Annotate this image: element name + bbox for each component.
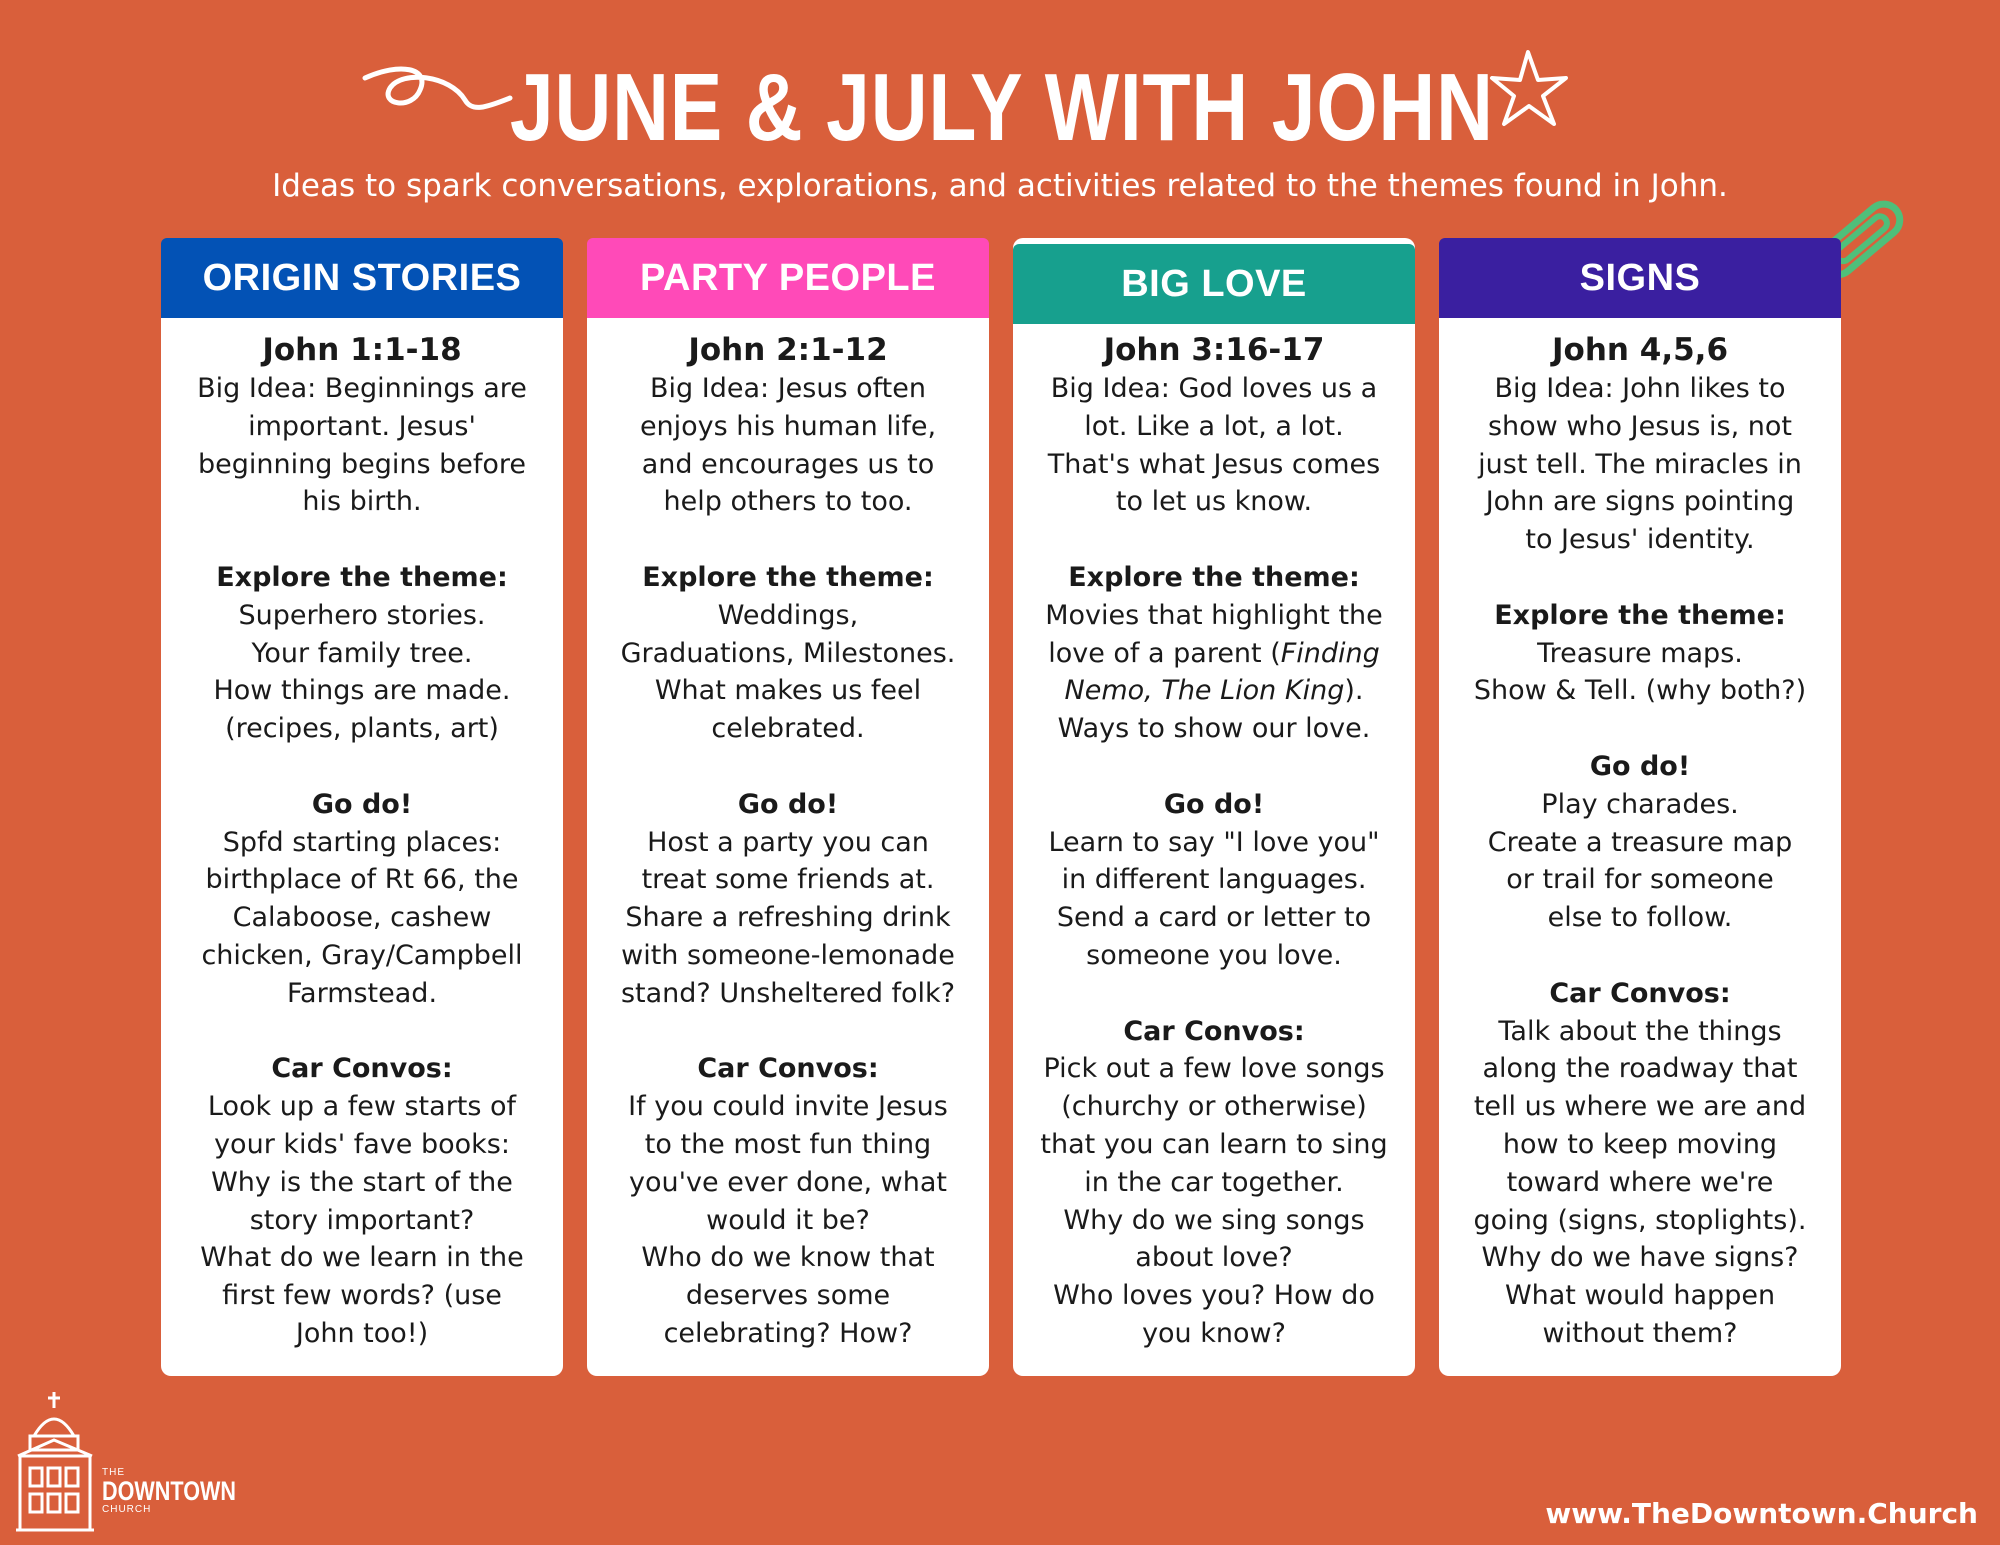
- scripture-reference: John 1:1-18: [262, 332, 462, 368]
- card-header: BIG LOVE: [1013, 244, 1415, 324]
- go-do-text: Host a party you can treat some friends at. Share a refreshing drink with someone-lemonade stand? Unsheltered folk?: [620, 826, 956, 1009]
- card-header: ORIGIN STORIES: [161, 238, 563, 318]
- scripture-reference: John 2:1-12: [688, 332, 888, 368]
- explore-text: Treasure maps. Show & Tell. (why both?): [1473, 637, 1807, 707]
- star-icon: [1488, 48, 1570, 130]
- explore-line: Ways to show our love.: [1057, 713, 1371, 745]
- go-do-text: Spfd starting places: birthplace of Rt 66, the Calaboose, cashew chicken, Gray/Campbell Farmstead.: [201, 826, 523, 1009]
- card-body: [587, 330, 989, 1353]
- car-convos-text: Look up a few starts of your kids' fave books: Why is the start of the story important? What do we learn in the first few words? (use John too!): [200, 1091, 524, 1349]
- explore-heading: Explore the theme:: [642, 561, 934, 593]
- explore-line: Nemo, The Lion King).: [1064, 675, 1364, 707]
- card-big-love: [1013, 238, 1415, 1376]
- website-link[interactable]: www.TheDowntown.Church: [1545, 1497, 1978, 1530]
- card-header: PARTY PEOPLE: [587, 238, 989, 318]
- car-convos-heading: Car Convos:: [1123, 1015, 1305, 1047]
- big-idea: Big Idea: Jesus often enjoys his human life, and encourages us to help others to too.: [639, 373, 937, 518]
- page-subtitle: Ideas to spark conversations, explorations, and activities related to the themes found in John.: [272, 168, 1728, 204]
- explore-line: love of a parent (Finding: [1048, 637, 1380, 669]
- explore-heading: Explore the theme:: [1494, 599, 1786, 631]
- explore-heading: Explore the theme:: [1068, 561, 1360, 593]
- card-body: [161, 330, 563, 1353]
- car-convos-text: If you could invite Jesus to the most fun thing you've ever done, what would it be? Who do we know that deserves some celebrating? How?: [628, 1091, 948, 1349]
- card-header: SIGNS: [1439, 238, 1841, 318]
- logo-wordmark: THE DOWNTOWN CHURCH: [102, 1467, 236, 1515]
- car-convos-text: Talk about the things along the roadway that tell us where we are and how to keep moving toward where we're going (signs, stoplights). Why do we have signs? What would happen without them?: [1473, 1015, 1807, 1349]
- card-party-people: [587, 238, 989, 1376]
- card-body: [1013, 330, 1415, 1353]
- explore-text: Superhero stories. Your family tree. How things are made. (recipes, plants, art): [213, 599, 511, 745]
- explore-text: Weddings, Graduations, Milestones. What makes us feel celebrated.: [620, 599, 956, 745]
- card-origin-stories: [161, 238, 563, 1376]
- explore-heading: Explore the theme:: [216, 561, 508, 593]
- go-do-heading: Go do!: [737, 788, 839, 820]
- go-do-heading: Go do!: [311, 788, 413, 820]
- big-idea: Big Idea: Beginnings are important. Jesus' beginning begins before his birth.: [197, 373, 527, 518]
- scripture-reference: John 3:16-17: [1103, 332, 1325, 368]
- car-convos-heading: Car Convos:: [1549, 977, 1731, 1009]
- explore-text: [1025, 597, 1403, 748]
- go-do-text: Learn to say "I love you" in different languages. Send a card or letter to someone you love.: [1048, 826, 1380, 971]
- car-convos-heading: Car Convos:: [697, 1053, 879, 1085]
- go-do-heading: Go do!: [1589, 750, 1691, 782]
- card-signs: [1439, 238, 1841, 1376]
- scripture-reference: John 4,5,6: [1551, 332, 1729, 368]
- big-idea: Big Idea: John likes to show who Jesus is, not just tell. The miracles in John are signs pointing to Jesus' identity.: [1478, 373, 1802, 556]
- go-do-text: Play charades. Create a treasure map or trail for someone else to follow.: [1487, 788, 1793, 934]
- car-convos-heading: Car Convos:: [271, 1053, 453, 1085]
- page-title: JUNE & JULY WITH JOHN: [509, 54, 1494, 161]
- big-idea: Big Idea: God loves us a lot. Like a lot, a lot. That's what Jesus comes to let us know.: [1047, 373, 1381, 518]
- car-convos-text: Pick out a few love songs (churchy or otherwise) that you can learn to sing in the car together. Why do we sing songs about love? Who loves you? How do you know?: [1040, 1053, 1388, 1349]
- card-body: [1439, 330, 1841, 1353]
- go-do-heading: Go do!: [1163, 788, 1265, 820]
- explore-line: Movies that highlight the: [1045, 599, 1383, 631]
